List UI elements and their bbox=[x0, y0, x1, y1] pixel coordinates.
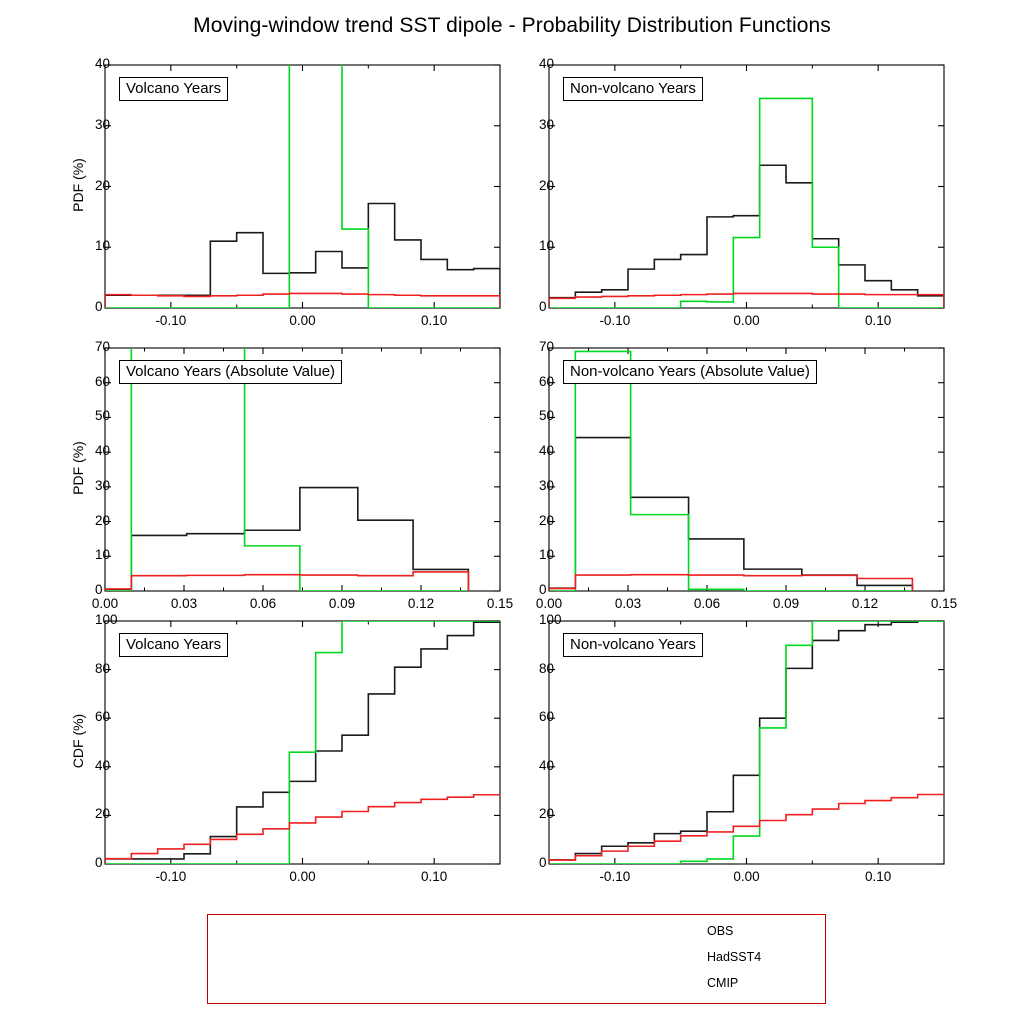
series-hadsst4 bbox=[105, 621, 500, 864]
series-cmip bbox=[105, 795, 500, 864]
x-tick-label: 0.12 bbox=[407, 596, 435, 611]
x-tick-label: 0.09 bbox=[328, 596, 356, 611]
x-tick-label: 0.15 bbox=[930, 596, 958, 611]
panel-label-pdf_volcano_abs: Volcano Years (Absolute Value) bbox=[119, 360, 342, 384]
x-tick-label: -0.10 bbox=[599, 313, 631, 328]
series-hadsst4 bbox=[549, 621, 944, 864]
x-tick-label: 0.06 bbox=[693, 596, 721, 611]
x-tick-label: 0.09 bbox=[772, 596, 800, 611]
y-axis-title: PDF (%) bbox=[70, 440, 86, 495]
y-axis-title: CDF (%) bbox=[70, 713, 86, 768]
series-cmip bbox=[549, 795, 944, 864]
x-tick-label: 0.10 bbox=[421, 869, 448, 884]
x-tick-label: 0.06 bbox=[249, 596, 277, 611]
x-tick-label: -0.10 bbox=[155, 869, 187, 884]
legend-label-hadsst4: HadSST4 bbox=[707, 950, 762, 964]
x-tick-label: -0.10 bbox=[155, 313, 187, 328]
figure-canvas: Moving-window trend SST dipole - Probability Distribution Functions 0 10 20 30 40 -0.10 0.00 0.10 Volcano Years PDF (%) 0 10 20 30 40 -0.10 0.00 0.10 Non-volcano Years 0 10 20 30 40 50 60 70 0.00 0.03 0.06 0.09 0.12 0.15 Volcano Years (Absolute Value) PDF (%) 0 10 20 30 40 50 60 70 0.00 0.03 0.06 0.09 0.12 0.15 Non-volcano Years (Absolute Value) 0 20 40 60 80 100 -0.10 0.00 0.10 Volcano Years CDF (%) 0 20 40 60 80 100 -0.10 0.00 0.10 Non-volcano Years OBS HadSST4 CMIP bbox=[0, 0, 1024, 1024]
figure-title: Moving-window trend SST dipole - Probability Distribution Functions bbox=[193, 14, 831, 37]
series-obs bbox=[105, 204, 500, 308]
legend-label-obs: OBS bbox=[707, 924, 734, 938]
series-obs bbox=[549, 438, 912, 591]
panel-pdf_nonvolcano bbox=[549, 65, 944, 308]
x-tick-label: 0.10 bbox=[865, 313, 892, 328]
panel-pdf_volcano_abs bbox=[105, 289, 500, 591]
x-tick-label: 0.00 bbox=[535, 596, 563, 611]
panel-pdf_volcano bbox=[105, 29, 500, 308]
x-tick-label: 0.03 bbox=[170, 596, 198, 611]
x-tick-label: 0.00 bbox=[91, 596, 119, 611]
y-axis-title: PDF (%) bbox=[70, 157, 86, 212]
panel-cdf_nonvolcano bbox=[549, 621, 944, 864]
series-obs bbox=[549, 165, 944, 308]
panel-label-cdf_volcano: Volcano Years bbox=[119, 633, 228, 657]
x-tick-label: 0.15 bbox=[486, 596, 514, 611]
legend-label-cmip: CMIP bbox=[707, 976, 739, 990]
panel-label-pdf_volcano: Volcano Years bbox=[119, 77, 228, 101]
series-cmip bbox=[105, 572, 468, 591]
x-tick-label: 0.00 bbox=[733, 869, 760, 884]
x-tick-label: 0.10 bbox=[865, 869, 892, 884]
panel-label-pdf_nonvolcano_abs: Non-volcano Years (Absolute Value) bbox=[563, 360, 817, 384]
series-obs bbox=[549, 621, 944, 864]
panel-label-pdf_nonvolcano: Non-volcano Years bbox=[563, 77, 703, 101]
x-tick-label: 0.00 bbox=[289, 869, 316, 884]
x-tick-label: 0.00 bbox=[289, 313, 316, 328]
panel-pdf_nonvolcano_abs bbox=[549, 348, 944, 591]
panel-label-cdf_nonvolcano: Non-volcano Years bbox=[563, 633, 703, 657]
series-hadsst4 bbox=[549, 98, 944, 308]
x-tick-label: 0.03 bbox=[614, 596, 642, 611]
panel-cdf_volcano bbox=[105, 621, 500, 864]
x-tick-label: 0.10 bbox=[421, 313, 448, 328]
x-tick-label: 0.12 bbox=[851, 596, 879, 611]
series-hadsst4 bbox=[549, 351, 912, 591]
series-obs bbox=[105, 622, 500, 864]
x-tick-label: -0.10 bbox=[599, 869, 631, 884]
x-tick-label: 0.00 bbox=[733, 313, 760, 328]
